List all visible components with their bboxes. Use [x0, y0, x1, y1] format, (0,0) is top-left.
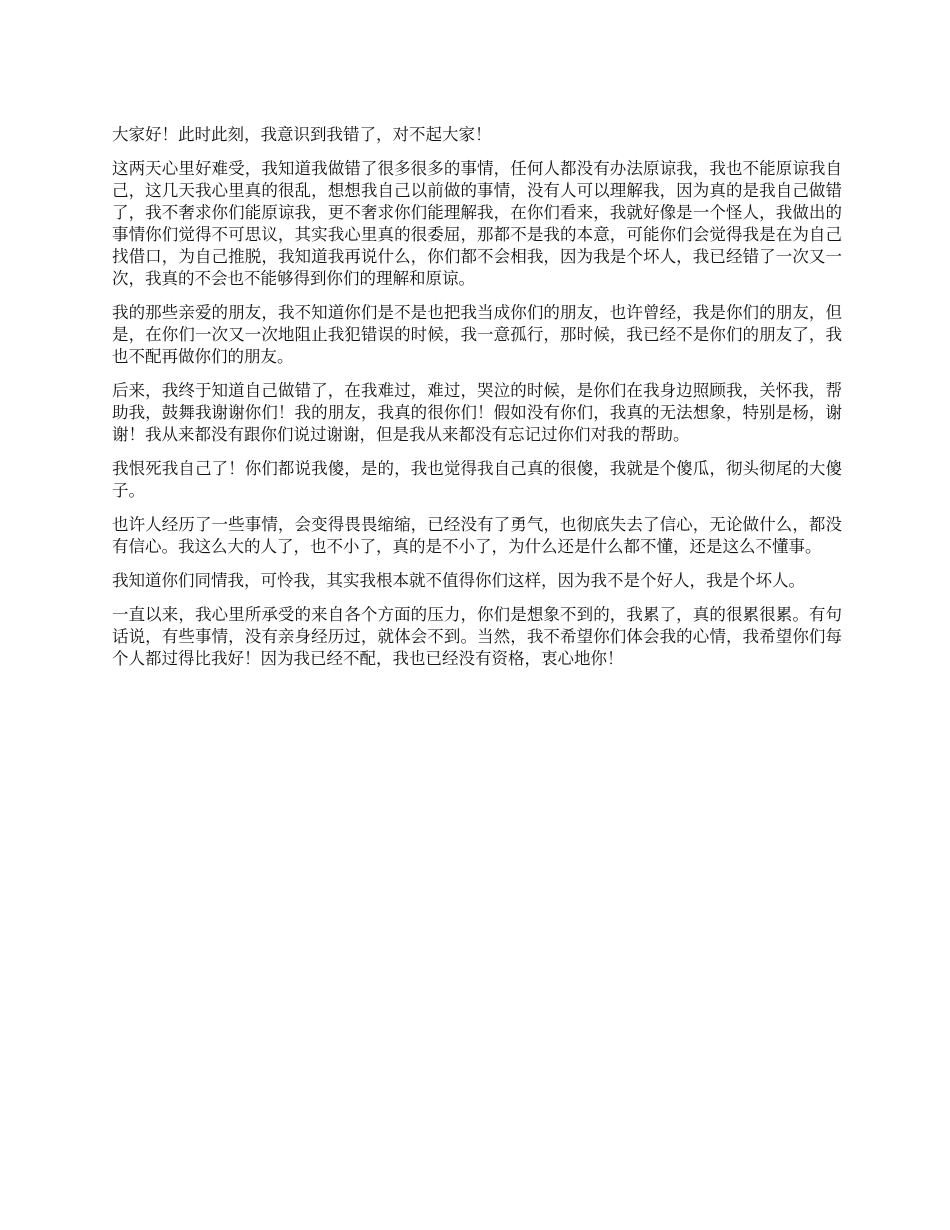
document-body: [112, 124, 842, 682]
paragraph-lost-confidence: 也许人经历了一些事情，会变得畏畏缩缩，已经没有了勇气，也彻底失去了信心，无论做什么，都没有信心。我这么大的人了，也不小了，真的是不小了，为什么还是什么都不懂，还是这么不懂事。: [112, 515, 842, 556]
paragraph-regret: 这两天心里好难受，我知道我做错了很多很多的事情，任何人都没有办法原谅我，我也不能原谅我自己，这几天我心里真的很乱，想想我自己以前做的事情，没有人可以理解我，因为真的是我自己做错了，我不奢求你们能原谅我，更不奢求你们能理解我，在你们看来，我就好像是一个怪人，我做出的事情你们觉得不可思议，其实我心里真的很委屈，那都不是我的本意，可能你们会觉得我是在为自己找借口，为自己推脱，我知道我再说什么，你们都不会相我，因为我是个坏人，我已经错了一次又一次，我真的不会也不能够得到你们的理解和原谅。: [112, 159, 842, 288]
paragraph-sympathy: 我知道你们同情我，可怜我，其实我根本就不值得你们这样，因为我不是个好人，我是个坏人。: [112, 571, 805, 590]
paragraph-pressure: 一直以来，我心里所承受的来自各个方面的压力，你们是想象不到的，我累了，真的很累很累。有句话说，有些事情，没有亲身经历过，就体会不到。当然，我不希望你们体会我的心情，我希望你们每个人都过得比我好！因为我已经不配，我也已经没有资格，衷心地你！: [112, 605, 842, 668]
paragraph-self-blame: 我恨死我自己了！你们都说我傻，是的，我也觉得我自己真的很傻，我就是个傻瓜，彻头彻尾的大傻子。: [112, 459, 842, 500]
paragraph-gratitude: 后来，我终于知道自己做错了，在我难过，难过，哭泣的时候，是你们在我身边照顾我，关怀我，帮助我，鼓舞我谢谢你们！我的朋友，我真的很你们！假如没有你们，我真的无法想象，特别是杨，谢谢！我从来都没有跟你们说过谢谢，但是我从来都没有忘记过你们对我的帮助。: [112, 381, 842, 444]
paragraph-greeting: 大家好！此时此刻，我意识到我错了，对不起大家！: [112, 125, 492, 144]
paragraph-friends: 我的那些亲爱的朋友，我不知道你们是不是也把我当成你们的朋友，也许曾经，我是你们的朋友，但是，在你们一次又一次地阻止我犯错误的时候，我一意孤行，那时候，我已经不是你们的朋友了，我也不配再做你们的朋友。: [112, 303, 842, 366]
